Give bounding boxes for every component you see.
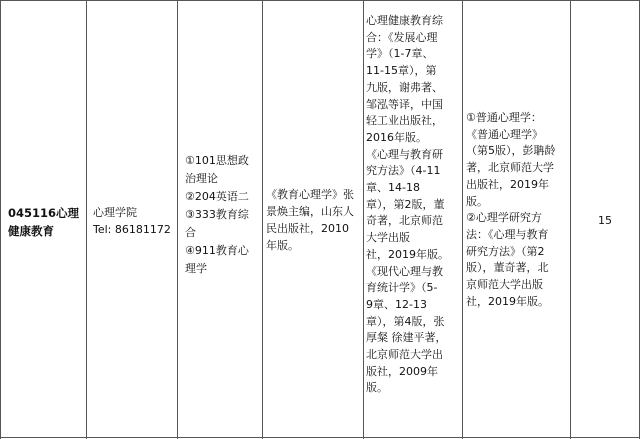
column-divider: [462, 0, 463, 439]
department-cell: 心理学院 Tel: 86181172: [93, 206, 171, 236]
column-divider: [363, 0, 364, 439]
table-border-left: [0, 0, 1, 439]
column-divider: [262, 0, 263, 439]
quota-cell: 15: [598, 214, 612, 227]
reference-books-exam-cell: 《教育心理学》张 景焕主编，山东人 民出版社，2010 年版。: [266, 188, 354, 252]
column-divider: [177, 0, 178, 439]
reference-books-comprehensive-cell: 心理健康教育综 合：《发展心理 学》（1-7章、 11-15章），第 九版，谢弗著、 邹泓等译，中国 轻工业出版社， 2016年版。 《心理与教育研 究方法》（4-11 章、14-18 章），第2版，董 奇著，北京师范 大学出版 社，2019年版。 《现代心理与教 育统计学》（5- 9章、12-13 章），第4版，张 厚粲 徐建平著， 北京师范大学出 版社，2009年 版。: [366, 14, 449, 395]
exam-subjects-cell: ①101思想政 治理论 ②204英语二 ③333教育综 合 ④911教育心 理学: [185, 154, 249, 275]
major-cell: 045116心理 健康教育: [8, 206, 80, 238]
column-divider: [86, 0, 87, 439]
table-border-top: [0, 0, 640, 1]
reference-books-retest-cell: ①普通心理学： 《普通心理学》 （第5版），彭聃龄 著，北京师范大学 出版社，2019年 版。 ②心理学研究方 法：《心理与教育 研究方法》（第2 版），董奇著，北 京师范大学出版 社，2019年版。: [466, 111, 556, 308]
table-border-bottom: [0, 437, 640, 438]
